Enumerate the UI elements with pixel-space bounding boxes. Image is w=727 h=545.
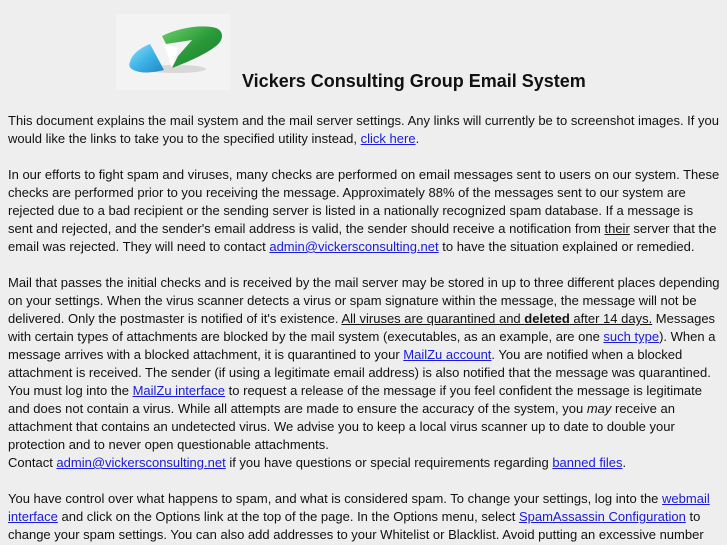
- webmail-interface-link[interactable]: webmail interface: [8, 491, 710, 524]
- quarantine-notice-b: after 14 days.: [569, 311, 653, 326]
- page-title: Vickers Consulting Group Email System: [242, 71, 586, 91]
- virus-quarantine-paragraph: [8, 274, 721, 472]
- virus-text-2: Messages with certain types of attachments are blocked by the mail system (executables, as an example, are one: [8, 311, 716, 344]
- intro-text: This document explains the mail system and the mail server settings. Any links will currently be to screenshot images. If you would like the links to take you to the specified utility instead,: [8, 113, 719, 146]
- contact-prefix: Contact: [8, 455, 57, 470]
- virus-text-7: if you have questions or special requirements regarding: [225, 455, 553, 470]
- spam-checks-text-3: to have the situation explained or remedied.: [438, 239, 695, 254]
- quarantine-notice-a: All viruses are quarantined and: [341, 311, 525, 326]
- virus-text-1: Mail that passes the initial checks and is received by the mail server may be stored in up to three different places depending on your settings. When the virus scanner detects a virus or spam signature within the message, the message will not be delivered. Only the postmaster is notified of it's existence.: [8, 275, 720, 326]
- intro-text-end: .: [415, 131, 420, 146]
- vickers-v-logo-icon: [116, 14, 230, 90]
- quarantine-notice: [341, 311, 652, 326]
- mailzu-interface-link[interactable]: MailZu interface: [132, 383, 226, 398]
- their-emphasis: their: [604, 221, 630, 236]
- spam-checks-text-2: server that the email was rejected. They will need to contact: [8, 221, 717, 254]
- spamassassin-configuration-link[interactable]: SpamAssassin Configuration: [518, 509, 686, 524]
- such-type-link[interactable]: such type: [603, 329, 660, 344]
- spam-control-text-1: You have control over what happens to spam, and what is considered spam. To change your settings, log into the: [8, 491, 663, 506]
- document-body: [0, 112, 727, 544]
- page-header: [0, 0, 727, 112]
- deleted-emphasis: deleted: [524, 311, 570, 326]
- spam-checks-text: In our efforts to fight spam and viruses, many checks are performed on email messages sent to users on our system. These checks are performed prior to you receiving the message. Approximately 88% of the messages sent to our system are rejected due to a bad recipient or the sending server is listed in a nationally recognized spam database. If a message is sent and rejected, and the sender's email address is valid, the sender should receive a notification from: [8, 167, 720, 236]
- mailzu-account-link[interactable]: MailZu account: [403, 347, 492, 362]
- admin-email-link[interactable]: admin@vickersconsulting.net: [269, 239, 439, 254]
- spam-control-text-2: and click on the Options link at the top of the page. In the Options menu, select: [57, 509, 519, 524]
- virus-text-4: . You are notified when a blocked attachment is received. The sender (if using a legitimate email address) is also notified that the message was quarantined. You must log into the: [8, 347, 711, 398]
- virus-text-6: receive an attachment that contains an undetected virus. We advise you to keep a local virus scanner up to date to double your protection and to never open questionable attachments.: [8, 401, 675, 452]
- virus-text-3: ). When a message arrives with a blocked attachment, it is quarantined to your: [8, 329, 716, 362]
- virus-text-8: .: [622, 455, 627, 470]
- spam-checks-paragraph: [8, 166, 721, 256]
- virus-text-5: to request a release of the message if you feel confident the message is legitimate and does not contain a virus. While all attempts are made to ensure the accuracy of the system, you: [8, 383, 702, 416]
- admin-email-link-2[interactable]: admin@vickersconsulting.net: [56, 455, 226, 470]
- spam-control-paragraph: [8, 490, 721, 544]
- click-here-link[interactable]: click here: [360, 131, 416, 146]
- vickers-logo-icon: [116, 14, 230, 90]
- may-emphasis: may: [586, 401, 612, 416]
- intro-paragraph: [8, 112, 721, 148]
- banned-files-link[interactable]: banned files: [552, 455, 623, 470]
- spam-control-text-3: to change your spam settings. You can also add addresses to your Whitelist or Blacklist. Avoid putting an excessive number: [8, 509, 704, 542]
